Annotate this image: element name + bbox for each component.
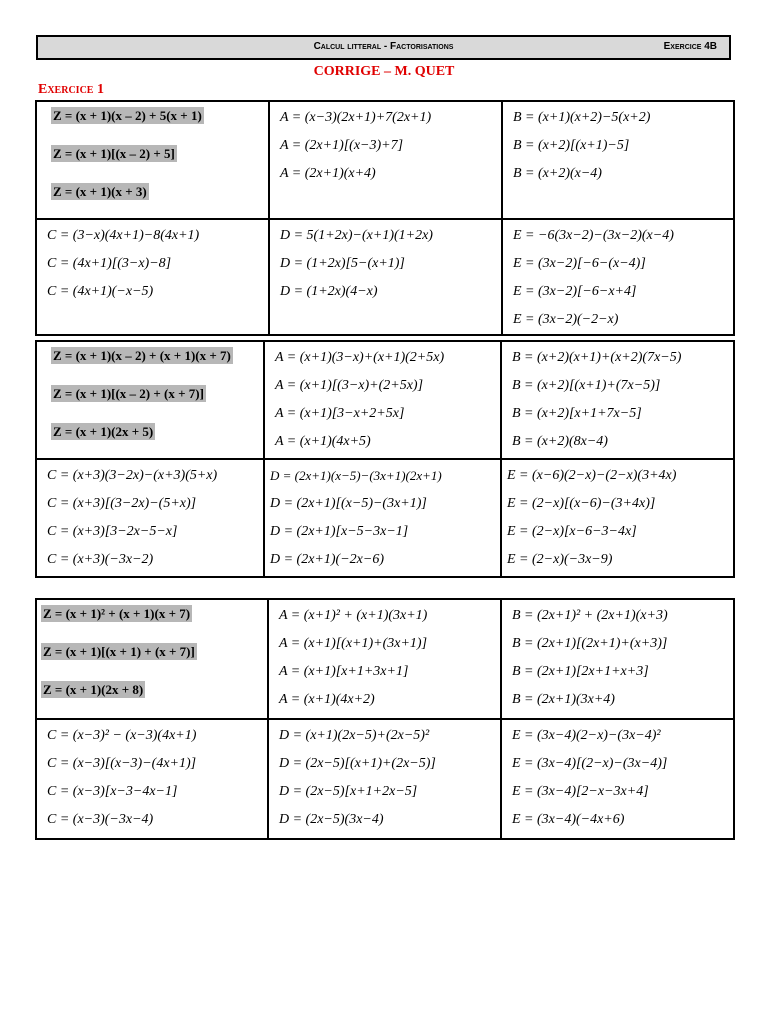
expr-line: C = (3−x)(4x+1)−8(4x+1)	[47, 228, 200, 243]
expr-line: A = (x+1)(4x+2)	[279, 692, 375, 707]
expr-line: E = (2−x)[(x−6)−(3+4x)]	[507, 496, 656, 511]
expr-line: A = (x+1)[x+1+3x+1]	[279, 664, 409, 679]
expr-line: B = (2x+1)(3x+4)	[512, 692, 615, 707]
cell-b	[501, 341, 734, 459]
block-3	[35, 598, 735, 840]
expr-line: E = (3x−4)[2−x−3x+4]	[512, 784, 649, 799]
expr-line: A = (x+1)[3−x+2+5x]	[275, 406, 405, 421]
expr-line: E = (2−x)[x−6−3−4x]	[507, 524, 637, 539]
expr-line: E = (3x−4)(−4x+6)	[512, 812, 625, 827]
expr-line: B = (2x+1)[2x+1+x+3]	[512, 664, 649, 679]
z-line: Z = (x + 1)(2x + 5)	[53, 424, 154, 439]
expr-line: D = (x+1)(2x−5)+(2x−5)²	[279, 728, 430, 743]
expr-line: D = (2x−5)[x+1+2x−5]	[279, 784, 418, 799]
cell-a	[264, 341, 501, 459]
cell-e	[502, 219, 734, 335]
expr-line: B = (x+2)(x−4)	[513, 166, 602, 181]
cell-e	[501, 719, 734, 839]
expr-line: E = (3x−2)[−6−(x−4)]	[513, 256, 646, 271]
expr-line: B = (2x+1)[(2x+1)+(x+3)]	[512, 636, 668, 651]
expr-line: E = (3x−4)[(2−x)−(3x−4)]	[512, 756, 668, 771]
expr-line: A = (x+1)[(x+1)+(3x+1)]	[279, 636, 428, 651]
z-line: Z = (x + 1)[(x – 2) + (x + 7)]	[53, 386, 204, 401]
expr-line: A = (x+1)² + (x+1)(3x+1)	[279, 608, 428, 623]
z-line: Z = (x + 1)(x – 2) + 5(x + 1)	[53, 108, 202, 123]
expr-line: B = (x+2)[(x+1)−5]	[513, 138, 630, 153]
cell-a	[269, 101, 502, 219]
expr-line: B = (x+2)[(x+1)+(7x−5)]	[512, 378, 661, 393]
expr-line: A = (x+1)[(3−x)+(2+5x)]	[275, 378, 424, 393]
block-1	[35, 100, 735, 336]
expr-line: E = (3x−4)(2−x)−(3x−4)²	[512, 728, 661, 743]
cell-c	[36, 719, 268, 839]
expr-line: D = (2x−5)(3x−4)	[279, 812, 384, 827]
expr-line: C = (x+3)[3−2x−5−x]	[47, 524, 178, 539]
expr-line: C = (4x+1)[(3−x)−8]	[47, 256, 172, 271]
z-line: Z = (x + 1)[(x + 1) + (x + 7)]	[43, 644, 195, 659]
expr-line: B = (x+2)(x+1)+(x+2)(7x−5)	[512, 350, 682, 365]
expr-line: E = −6(3x−2)−(3x−2)(x−4)	[513, 228, 674, 243]
cell-c	[36, 459, 264, 577]
cell-z	[36, 341, 264, 459]
expr-line: D = (1+2x)[5−(x+1)]	[280, 256, 405, 271]
block-2	[35, 340, 735, 578]
expr-line: D = (2x+1)[(x−5)−(3x+1)]	[270, 496, 427, 511]
expr-line: E = (3x−2)(−2−x)	[513, 312, 619, 327]
z-line: Z = (x + 1)(2x + 8)	[43, 682, 144, 697]
expr-line: C = (x+3)(−3x−2)	[47, 552, 154, 567]
expr-line: B = (x+2)(8x−4)	[512, 434, 608, 449]
expr-line: C = (x−3)[(x−3)−(4x+1)]	[47, 756, 197, 771]
corrige-title: CORRIGE – M. QUET	[313, 64, 455, 79]
header-title: Calcul litteral - Factorisations	[313, 41, 454, 52]
expr-line: C = (x−3)(−3x−4)	[47, 812, 154, 827]
expr-line: D = (2x+1)(x−5)−(3x+1)(2x+1)	[270, 468, 442, 483]
expr-line: A = (x−3)(2x+1)+7(2x+1)	[280, 110, 432, 125]
expr-line: C = (4x+1)(−x−5)	[47, 284, 154, 299]
z-line: Z = (x + 1)(x – 2) + (x + 1)(x + 7)	[53, 348, 231, 363]
expr-line: A = (x+1)(3−x)+(x+1)(2+5x)	[275, 350, 445, 365]
expr-line: A = (2x+1)(x+4)	[280, 166, 376, 181]
header-exercise: Exercice 4B	[663, 41, 717, 52]
expr-line: D = (1+2x)(4−x)	[280, 284, 378, 299]
cell-z	[36, 599, 268, 719]
expr-line: B = (2x+1)² + (2x+1)(x+3)	[512, 608, 668, 623]
header-bar	[36, 35, 731, 60]
expr-line: D = (2x−5)[(x+1)+(2x−5)]	[279, 756, 436, 771]
z-line: Z = (x + 1)² + (x + 1)(x + 7)	[43, 606, 191, 621]
expr-line: C = (x+3)[(3−2x)−(5+x)]	[47, 496, 197, 511]
expr-line: B = (x+2)[x+1+7x−5]	[512, 406, 642, 421]
expr-line: C = (x+3)(3−2x)−(x+3)(5+x)	[47, 468, 218, 483]
expr-line: D = (2x+1)[x−5−3x−1]	[270, 524, 409, 539]
exercise-title: Exercice 1	[38, 82, 104, 97]
cell-a	[268, 599, 501, 719]
z-line: Z = (x + 1)[(x – 2) + 5]	[53, 146, 175, 161]
cell-z	[36, 101, 269, 219]
expr-line: B = (x+1)(x+2)−5(x+2)	[513, 110, 651, 125]
cell-d	[269, 219, 502, 335]
cell-e	[501, 459, 734, 577]
expr-line: E = (2−x)(−3x−9)	[507, 552, 613, 567]
cell-b	[502, 101, 734, 219]
z-line: Z = (x + 1)(x + 3)	[53, 184, 147, 199]
expr-line: C = (x−3)[x−3−4x−1]	[47, 784, 178, 799]
expr-line: D = 5(1+2x)−(x+1)(1+2x)	[280, 228, 433, 243]
expr-line: E = (x−6)(2−x)−(2−x)(3+4x)	[507, 468, 677, 483]
expr-line: D = (2x+1)(−2x−6)	[270, 552, 384, 567]
expr-line: A = (2x+1)[(x−3)+7]	[280, 138, 404, 153]
cell-d	[268, 719, 501, 839]
expr-line: C = (x−3)² − (x−3)(4x+1)	[47, 728, 197, 743]
expr-line: A = (x+1)(4x+5)	[275, 434, 371, 449]
cell-b	[501, 599, 734, 719]
cell-d	[264, 459, 501, 577]
cell-c	[36, 219, 269, 335]
expr-line: E = (3x−2)[−6−x+4]	[513, 284, 637, 299]
